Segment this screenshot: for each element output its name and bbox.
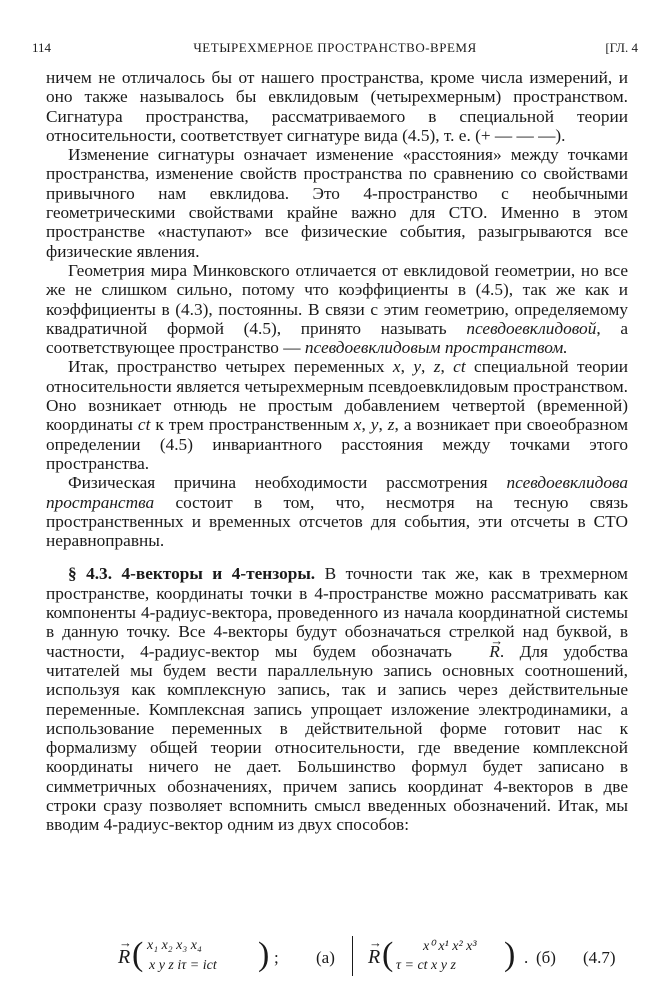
matrix-b-bottom-row: τ = ct x y z bbox=[396, 958, 456, 973]
matrix-a-top-row: x₁ x₂ x₃ x₄ bbox=[147, 938, 202, 953]
var-x: x bbox=[392, 357, 401, 377]
running-title: ЧЕТЫРЕХМЕРНОЕ ПРОСТРАНСТВО-ВРЕМЯ bbox=[193, 40, 477, 55]
equation-4-7 bbox=[46, 934, 628, 982]
page-body bbox=[46, 68, 628, 835]
matrix-b-top-row: x⁰ x¹ x² x³ bbox=[423, 939, 477, 954]
text-span: Геометрия мира Минковского отличается от евклидовой геометрии, но все же не слишком сильно, потому что коэффициенты в (4.5), так же как и коэффициенты в (4.3), постоянны. В связи с этим геометрию, определяемому квадратичной формой (4.5), принято называть bbox=[46, 260, 628, 338]
left-paren: ( bbox=[382, 936, 394, 973]
section-4-3 bbox=[46, 564, 628, 834]
label-b: (б) bbox=[536, 948, 556, 967]
label-a: (а) bbox=[316, 948, 335, 967]
period: . bbox=[524, 948, 529, 967]
chapter-marker: [ГЛ. 4 bbox=[605, 40, 638, 55]
paragraph-continued: ничем не отличалось бы от нашего пространства, кроме числа измерений, и оно также называлось бы евклидовым (четырехмерным) пространством. Сигнатура пространства, рассматриваемого в специальной теории относительности, соответствует сигнатуре вида (4.5), т. е. (+ — — —). bbox=[46, 68, 628, 145]
page-number: 114 bbox=[32, 40, 52, 55]
paragraph-physical-reason bbox=[46, 473, 628, 550]
vector-R: → R bbox=[467, 642, 500, 661]
var-ct: ct bbox=[137, 415, 151, 435]
text-span: к трем пространственным bbox=[150, 415, 354, 435]
section-title: § 4.3. 4-векторы и 4-тензоры. bbox=[68, 564, 316, 584]
matrix-a-bottom-row: x y z iτ = ict bbox=[149, 958, 217, 973]
text-span: Физическая причина необходимости рассмотрения bbox=[68, 473, 507, 493]
var-z: z bbox=[387, 415, 395, 435]
text-span: , а соответствующее пространство — bbox=[46, 318, 628, 358]
paragraph-minkowski bbox=[46, 261, 628, 357]
term-pseudo-euclidean-space: псевдоевклидова пространства bbox=[46, 473, 628, 512]
semicolon: ; bbox=[274, 948, 279, 967]
running-header bbox=[32, 34, 638, 62]
right-paren: ) bbox=[258, 936, 270, 973]
paragraph-signature: Изменение сигнатуры означает изменение «расстояния» между точками пространства, изменение свойств пространства по сравнению со свойствами привычного нам евклидова. Это 4-пространство с необычными геометрическими свойствами крайне важно для СТО. Именно в этом пространстве «наступают» все физические события, разыгрываются все физические явления. bbox=[46, 145, 628, 261]
text-span: . Для удобства читателей мы будем вести параллельную запись основных соотношений, используя как комплексную запись, так и запись через действительные переменные. Комплексная запись упрощает изложение электродинамики, а использование переменных в действительной форме готовит нас к формализму общей теории относительности, где введение комплексной координаты ничего не дает. Большинство формул будет записано в симметричных обозначениях, причем запись координат 4-векторов в две строки сразу позволяет вспомнить смысл введенных обозначений. Итак, мы вводим 4-радиус-вектор одним из двух способов: bbox=[46, 641, 628, 835]
paragraph-four-variables: Итак, пространство четырех переменных x, y, z, ct специальной теории относительности является четырехмерным псевдоевклидовым пространством. Оно возникает отнюдь не простым добавлением четвертой (временной) координаты ct к трем пространственным x, y, z, а возникает при своеобразном определении (4.5) инвариантного расстояния между точками этого пространства. bbox=[46, 357, 628, 473]
text-span: В точности так же, как в трехмерном пространстве, координаты точки в 4-пространстве можно рассматривать как компоненты 4-радиус-вектора, проведенного из начала координатной системы в данную точку. Все 4-векторы будут обозначаться стрелкой над буквой, в частности, 4-радиус-вектор мы будем обозначать bbox=[46, 564, 628, 661]
var-x: x bbox=[353, 415, 362, 435]
right-paren: ) bbox=[504, 936, 516, 973]
text-span: состоит в том, что, несмотря на тесную связь пространственных и временных отсчетов для события, эти отсчеты в СТО неравноправны. bbox=[46, 492, 628, 551]
text-span: Итак, пространство четырех переменных bbox=[68, 357, 393, 377]
var-z: z bbox=[433, 357, 441, 377]
term-pseudo-euclidean-space: псевдоевклидовым пространством. bbox=[304, 338, 568, 358]
text-span: , а возникает при своеобразном определении (4.5) инвариантного расстояния между точками этого пространства. bbox=[46, 415, 628, 473]
equation-number: (4.7) bbox=[583, 948, 616, 967]
separator-bar bbox=[352, 936, 353, 976]
vector-R: → R bbox=[368, 946, 380, 969]
text-span: специальной теории относительности является четырехмерным псевдоевклидовым пространством. Оно возникает отнюдь не простым добавлением четвертой (временной) координаты bbox=[46, 357, 628, 435]
var-y: y bbox=[413, 357, 421, 377]
var-ct: ct bbox=[453, 357, 466, 377]
left-paren: ( bbox=[132, 936, 144, 973]
term-pseudo-euclidean: псевдоевклидовой bbox=[466, 318, 597, 338]
var-y: y bbox=[370, 415, 379, 435]
vector-R: → R bbox=[118, 946, 130, 969]
